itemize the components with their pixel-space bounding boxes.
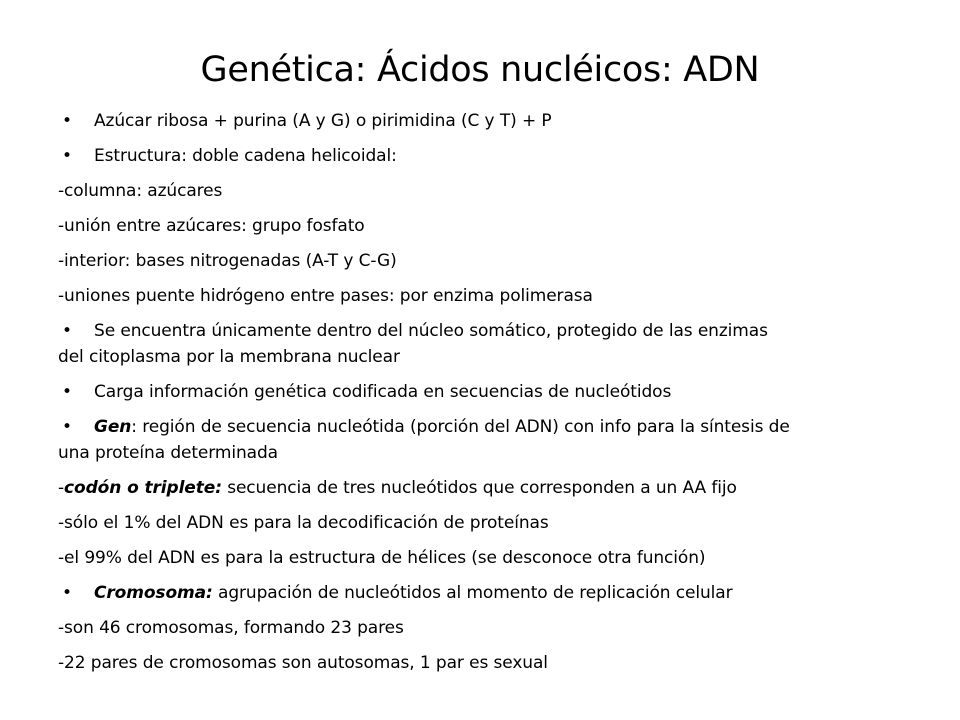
bullet-icon: • (62, 382, 72, 402)
bullet-text: Se encuentra únicamente dentro del núcleo somático, protegido de las enzimas (94, 321, 768, 341)
term-gen: Gen (94, 417, 132, 437)
bullet-item (58, 379, 908, 405)
sub-item (58, 475, 908, 501)
bullet-text: Azúcar ribosa + purina (A y G) o pirimidina (C y T) + P (94, 111, 552, 131)
bullet-text: agrupación de nucleótidos al momento de replicación celular (212, 583, 733, 603)
sub-item: -sólo el 1% del ADN es para la decodificación de proteínas (58, 513, 549, 533)
bullet-icon: • (62, 583, 72, 603)
bullet-icon: • (62, 417, 72, 437)
bullet-item (58, 108, 908, 134)
sub-item: -columna: azúcares (58, 181, 223, 201)
bullet-text: Estructura: doble cadena helicoidal: (94, 146, 397, 166)
bullet-text: Carga información genética codificada en secuencias de nucleótidos (94, 382, 672, 402)
sub-item: -interior: bases nitrogenadas (A-T y C-G) (58, 251, 397, 271)
slide-body (58, 108, 908, 685)
term-cromosoma: Cromosoma: (94, 583, 213, 603)
bullet-icon: • (62, 321, 72, 341)
sub-item: -el 99% del ADN es para la estructura de hélices (se desconoce otra función) (58, 548, 706, 568)
sub-item: -son 46 cromosomas, formando 23 pares (58, 618, 404, 638)
sub-item-text: secuencia de tres nucleótidos que corresponden a un AA fijo (221, 478, 737, 498)
sub-item: -unión entre azúcares: grupo fosfato (58, 216, 365, 236)
bullet-text-continuation: una proteína determinada (58, 443, 278, 463)
sub-item: -uniones puente hidrógeno entre pases: por enzima polimerasa (58, 286, 593, 306)
bullet-item (58, 143, 908, 169)
sub-item-prefix: - (58, 478, 65, 498)
bullet-item (58, 580, 908, 606)
bullet-item (58, 318, 908, 370)
bullet-item (58, 414, 908, 466)
bullet-text-continuation: del citoplasma por la membrana nuclear (58, 347, 400, 367)
slide-title: Genética: Ácidos nucléicos: ADN (200, 50, 760, 90)
term-codon: codón o triplete: (64, 478, 222, 498)
sub-item: -22 pares de cromosomas son autosomas, 1 par es sexual (58, 653, 548, 673)
bullet-icon: • (62, 146, 72, 166)
bullet-text: : región de secuencia nucleótida (porción del ADN) con info para la síntesis de (131, 417, 790, 437)
bullet-icon: • (62, 111, 72, 131)
